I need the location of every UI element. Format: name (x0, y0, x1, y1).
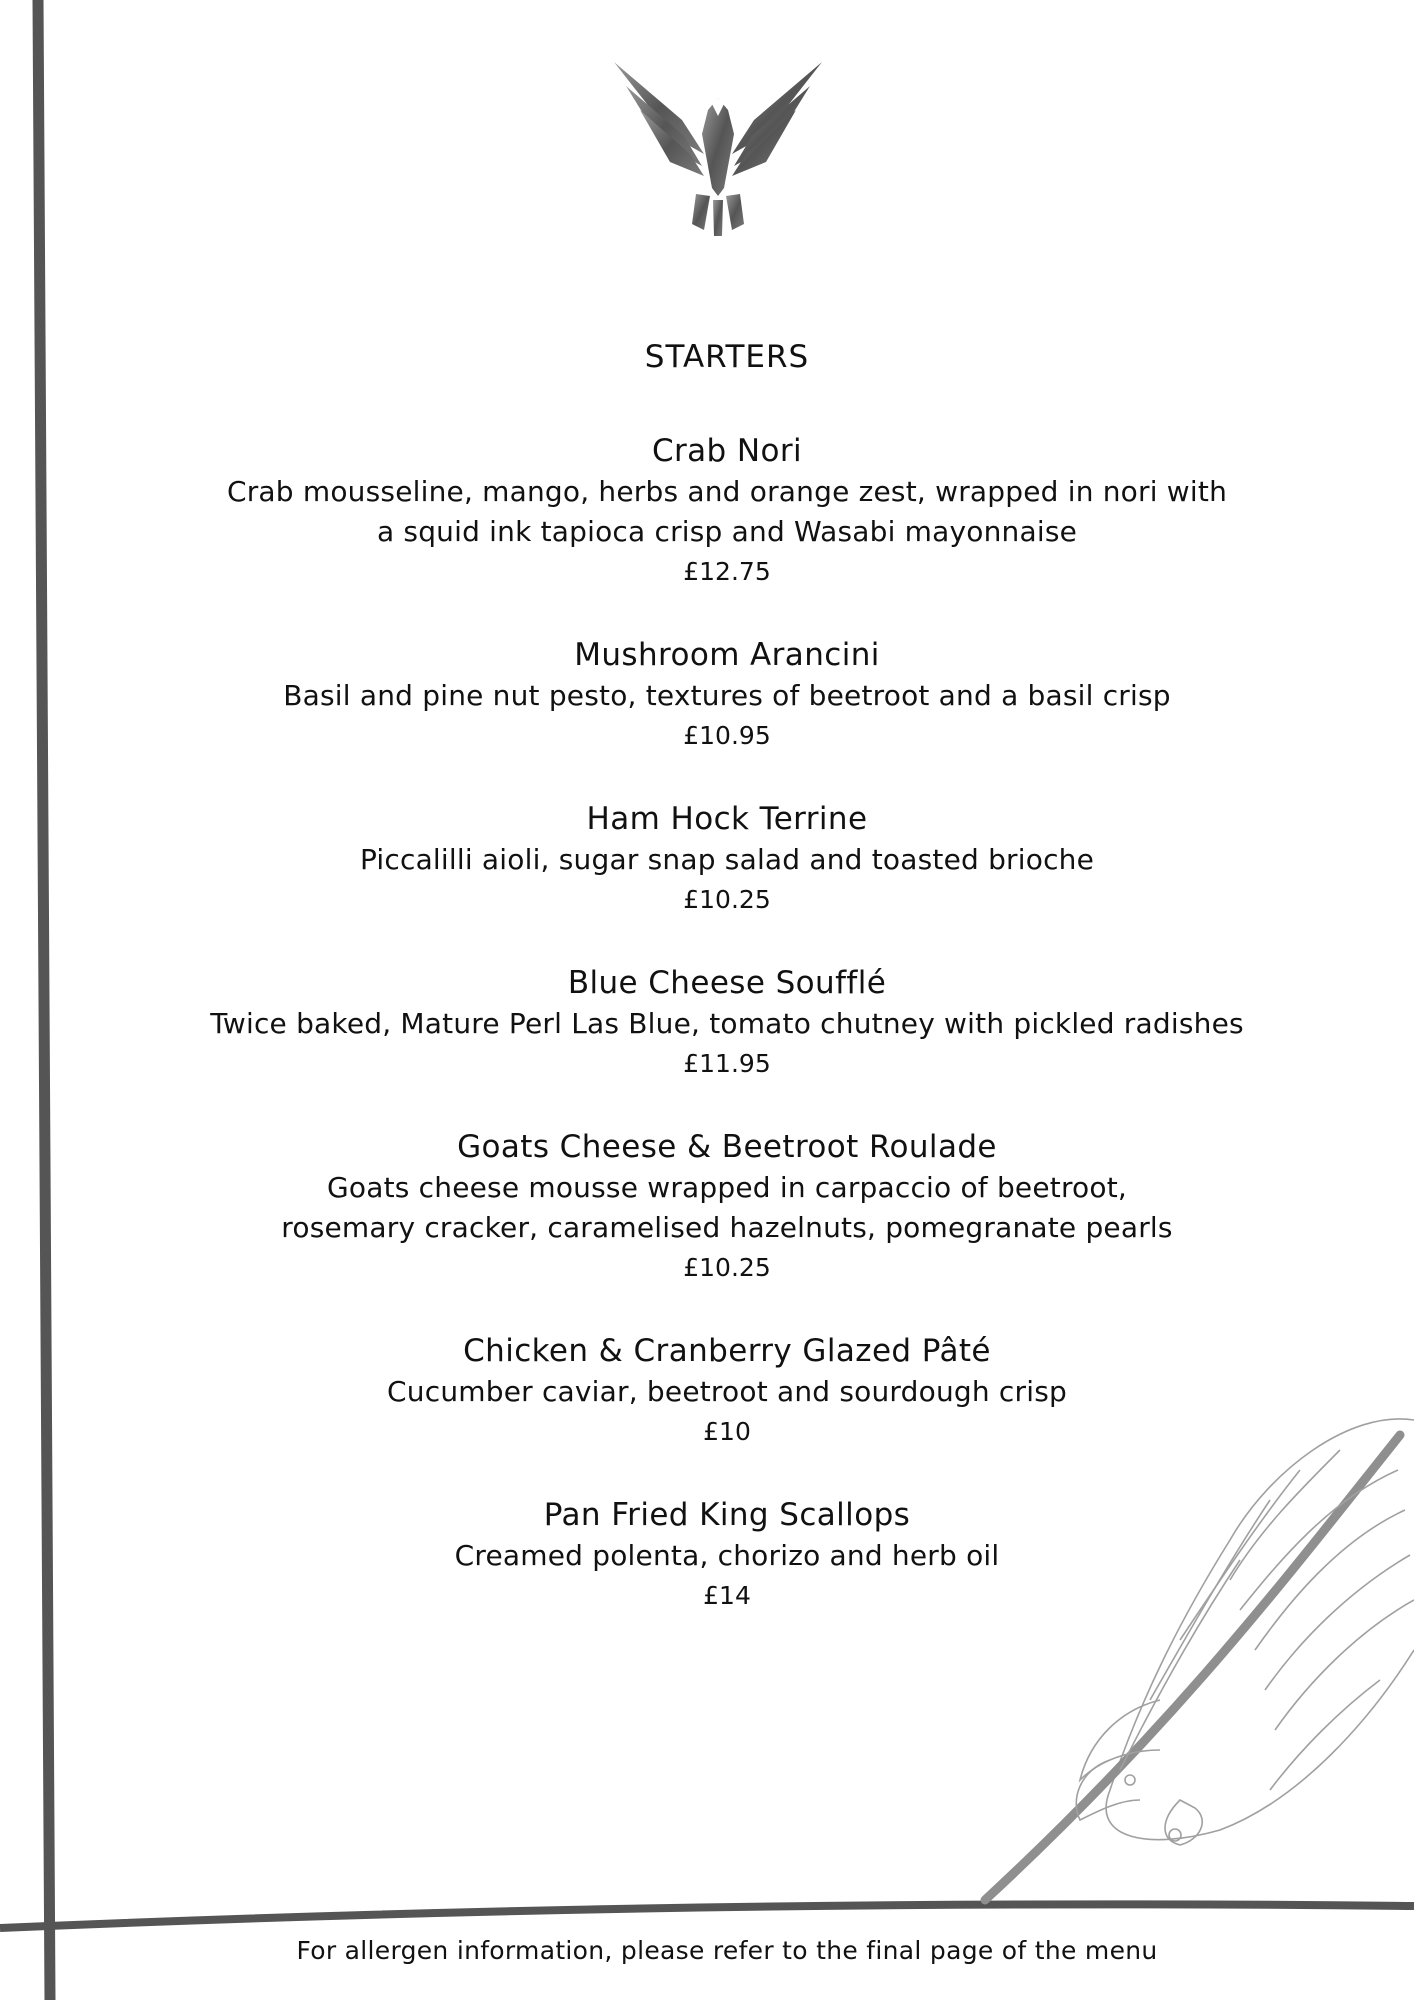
dish-price: £10 (703, 1417, 751, 1446)
menu-item (80, 1494, 1374, 1616)
dish-description: Crab mousseline, mango, herbs and orange zest, wrapped in nori with a squid ink tapioca crisp and Wasabi mayonnaise (226, 475, 1228, 548)
dish-description: Cucumber caviar, beetroot and sourdough crisp (387, 1375, 1067, 1408)
menu-item (80, 1330, 1374, 1452)
dish-name: Blue Cheese Soufflé (567, 965, 887, 1001)
section-title: STARTERS (644, 338, 810, 375)
dish-name: Ham Hock Terrine (586, 801, 868, 837)
menu-item (80, 430, 1374, 592)
dish-price: £12.75 (683, 557, 771, 586)
menu-list (80, 430, 1374, 1658)
dish-price: £10.25 (683, 1253, 771, 1282)
dish-description: Goats cheese mousse wrapped in carpaccio of beetroot, rosemary cracker, caramelised hazelnuts, pomegranate pearls (281, 1171, 1173, 1244)
menu-item (80, 634, 1374, 756)
menu-item (80, 962, 1374, 1084)
dish-name: Mushroom Arancini (574, 637, 880, 673)
dish-description: Creamed polenta, chorizo and herb oil (454, 1539, 1000, 1572)
dish-name: Pan Fried King Scallops (543, 1497, 911, 1533)
dish-name: Chicken & Cranberry Glazed Pâté (463, 1333, 991, 1369)
menu-item (80, 1126, 1374, 1288)
allergen-note: For allergen information, please refer to the final page of the menu (296, 1936, 1158, 1965)
dish-name: Crab Nori (651, 433, 803, 469)
dish-description: Piccalilli aioli, sugar snap salad and toasted brioche (359, 843, 1095, 876)
dish-description: Twice baked, Mature Perl Las Blue, tomato chutney with pickled radishes (210, 1007, 1244, 1040)
eagle-logo-icon (612, 58, 824, 238)
dish-price: £11.95 (683, 1049, 771, 1078)
dish-name: Goats Cheese & Beetroot Roulade (457, 1129, 997, 1165)
bottom-border-line (0, 1904, 1414, 1928)
left-border-line (38, 0, 50, 2000)
dish-price: £10.25 (683, 885, 771, 914)
dish-price: £10.95 (683, 721, 771, 750)
dish-description: Basil and pine nut pesto, textures of beetroot and a basil crisp (283, 679, 1171, 712)
dish-price: £14 (703, 1581, 751, 1610)
menu-item (80, 798, 1374, 920)
